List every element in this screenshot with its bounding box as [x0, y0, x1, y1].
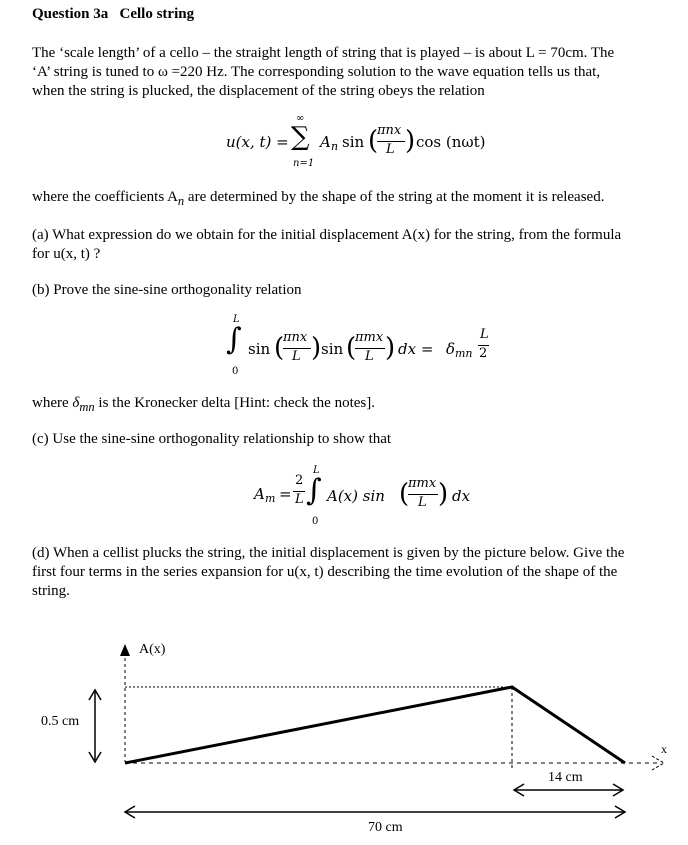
eq2-sin2: sin	[321, 340, 344, 358]
length-label: 70 cm	[368, 820, 403, 835]
part-c-paragraph	[32, 430, 672, 449]
eq1-frac-num: πnx	[377, 123, 402, 138]
eq2-dx: dx =	[398, 340, 434, 358]
part-d-line-1: (d) When a cellist plucks the string, the initial displacement is given by the picture below. Give the	[32, 545, 625, 561]
eq3-frac-den: L	[418, 495, 427, 510]
eq2-paren1-open: (	[274, 333, 285, 363]
kronecker-before: where	[32, 395, 73, 411]
eq3-coef-den: L	[295, 492, 304, 507]
eq1-term-sub: n	[331, 140, 339, 153]
eq1-frac-den: L	[386, 142, 395, 157]
coefficients-paragraph	[32, 188, 672, 211]
eq2-sin1: sin	[248, 340, 271, 358]
eq2-integral: ∫	[226, 322, 242, 357]
intro-line-1: The ‘scale length’ of a cello – the straight length of string that is played – is about L = 70cm. The	[32, 45, 615, 61]
intro-line-3: when the string is plucked, the displacement of the string obeys the relation	[32, 83, 485, 99]
eq3-paren-open: (	[399, 479, 410, 509]
coefficients-sub: n	[177, 194, 185, 208]
coefficients-text: where the coefficients A	[32, 189, 178, 205]
eq2-frac2-den: L	[365, 349, 374, 364]
question-number: Question 3a	[32, 6, 109, 22]
question-title	[32, 6, 194, 23]
eq3-dx: dx	[452, 487, 471, 505]
eq1-sin: sin	[342, 133, 365, 151]
eq1-term: A	[320, 133, 331, 151]
y-axis-label: A(x)	[139, 642, 166, 657]
coefficients-rest: are determined by the shape of the string at the moment it is released.	[184, 189, 605, 205]
eq3-upper: L	[313, 465, 320, 476]
kronecker-paragraph	[32, 394, 672, 417]
intro-paragraph	[32, 44, 672, 101]
height-label: 0.5 cm	[41, 714, 80, 729]
eq1-lhs: u(x, t) =	[226, 133, 289, 151]
eq2-rhs-den: 2	[479, 346, 488, 361]
eq1-paren-open: (	[368, 126, 379, 156]
eq3-integrand: A(x) sin	[327, 487, 385, 505]
intro-line-2: ‘A’ string is tuned to ω =220 Hz. The corresponding solution to the wave equation tells us that,	[32, 64, 601, 80]
part-b-line-1: (b) Prove the sine-sine orthogonality relation	[32, 282, 302, 298]
string-shape	[125, 687, 625, 763]
eq2-frac1-num: πnx	[283, 330, 308, 345]
part-a-line-2: for u(x, t) ?	[32, 246, 101, 262]
eq3-frac-num: πmx	[408, 476, 437, 491]
eq3-equals: =	[279, 485, 292, 503]
segment-label: 14 cm	[548, 770, 583, 785]
x-axis-label: x	[661, 742, 667, 756]
string-displacement-figure	[0, 630, 688, 840]
eq3-lower: 0	[312, 516, 319, 527]
eq1-sum-upper: ∞	[296, 113, 305, 124]
eq2-paren2-open: (	[346, 333, 357, 363]
eq3-paren-close: )	[438, 479, 449, 509]
part-c-line-1: (c) Use the sine-sine orthogonality relationship to show that	[32, 431, 392, 447]
eq1-cos: cos (nωt)	[416, 133, 486, 151]
figure-svg	[0, 630, 688, 840]
eq2-paren1-close: )	[311, 333, 322, 363]
eq2-frac1-den: L	[292, 349, 301, 364]
eq3-lhs: A	[254, 485, 265, 503]
eq3-integral: ∫	[306, 473, 322, 508]
eq2-delta-sub: mn	[455, 347, 473, 360]
eq1-sum-symbol: ∑	[291, 122, 310, 152]
part-a-paragraph	[32, 226, 672, 264]
kronecker-after: is the Kronecker delta [Hint: check the notes].	[94, 395, 375, 411]
question-name: Cello string	[119, 6, 195, 22]
eq2-frac2-num: πmx	[355, 330, 384, 345]
eq2-upper: L	[233, 314, 240, 325]
eq3-lhs-sub: m	[265, 492, 276, 505]
eq2-rhs-num: L	[480, 327, 489, 342]
eq2-paren2-close: )	[385, 333, 396, 363]
eq1-sum-lower: n=1	[293, 158, 315, 169]
part-b-paragraph	[32, 281, 672, 300]
eq3-coef-num: 2	[295, 473, 304, 488]
part-d-line-2: first four terms in the series expansion for u(x, t) describing the time evolution of the shape of the	[32, 564, 618, 580]
part-d-paragraph	[32, 544, 672, 601]
eq2-lower: 0	[232, 366, 239, 377]
y-axis-arrow-icon	[120, 644, 130, 656]
kronecker-delta: δ	[72, 395, 80, 411]
kronecker-sub: mn	[79, 400, 95, 414]
eq2-delta: δ	[446, 340, 456, 358]
part-a-line-1: (a) What expression do we obtain for the initial displacement A(x) for the string, from the formula	[32, 227, 622, 243]
part-d-line-3: string.	[32, 583, 70, 599]
eq1-paren-close: )	[405, 126, 416, 156]
